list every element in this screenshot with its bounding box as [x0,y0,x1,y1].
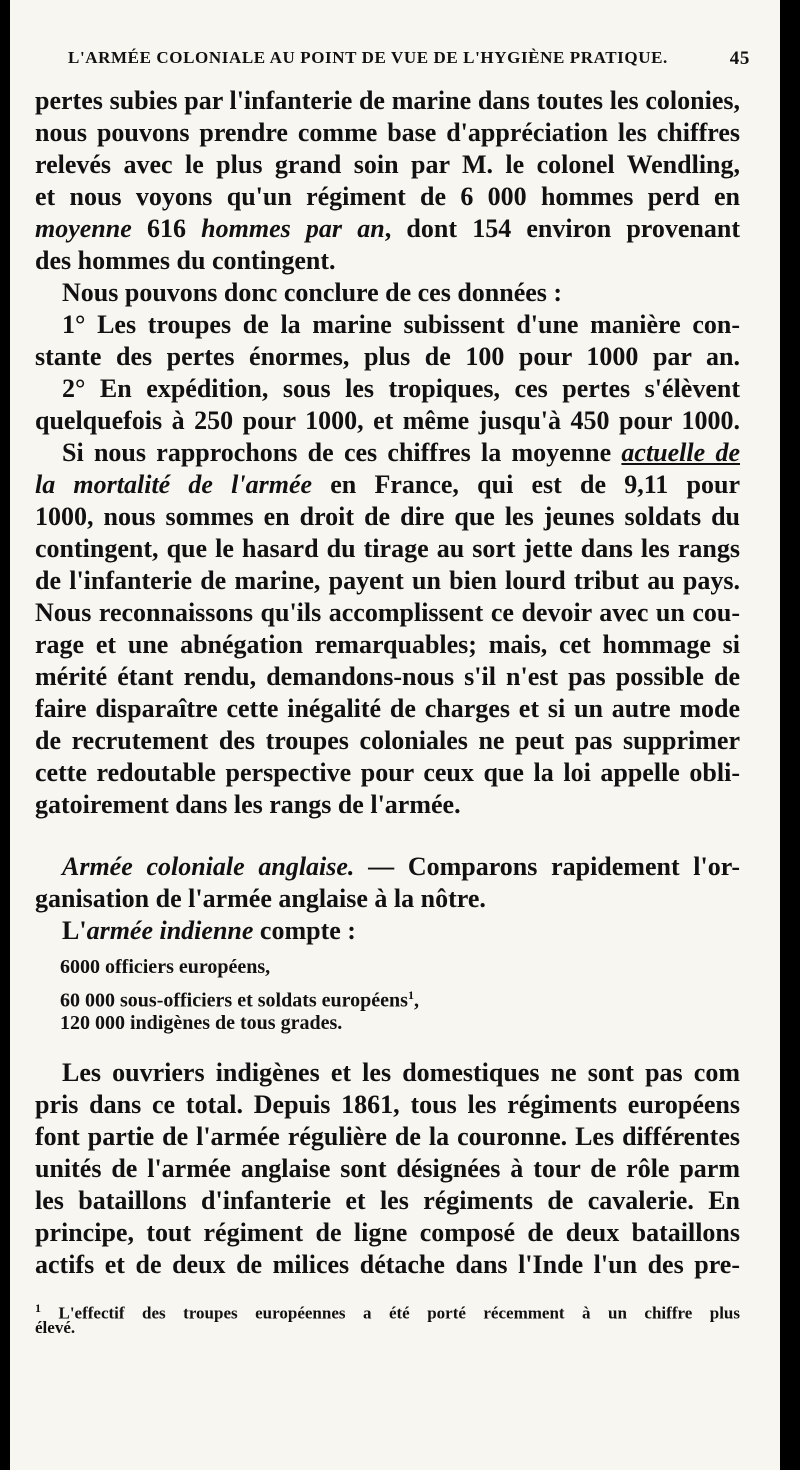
underlined-italic-text: actuelle de [621,438,740,467]
page-number: 45 [729,48,750,69]
text-span: 60 000 sous-officiers et soldats européens [60,989,408,1012]
text-line: 1° Les troupes de la marine subissent d'une manière con- [62,310,740,339]
text-line: Nous reconnaissons qu'ils accomplissent ce devoir avec un cou- [35,598,740,627]
text-line: unités de l'armée anglaise sont désignées à tour de rôle parm [35,1154,740,1183]
text-line [62,916,356,946]
list-item: 6000 officiers européens, [60,956,271,978]
text-line: mérité étant rendu, demandons-nous s'il n'est pas possible de [35,662,740,691]
text-line: rage et une abnégation remarquables; mais, cet hommage si [35,630,740,659]
footnote-mark: 1 [35,1301,41,1315]
section-heading [62,852,740,882]
running-header [68,48,750,68]
running-title: L'ARMÉE COLONIALE AU POINT DE VUE DE L'HYGIÈNE PRATIQUE. [68,48,668,67]
text-line: quelquefois à 250 pour 1000, et même jusqu'à 450 pour 1000. [35,406,740,435]
italic-text: armée indienne [86,916,254,945]
book-page [10,0,780,1470]
text-line: les bataillons d'infanterie et les régiments de cavalerie. En [35,1186,740,1215]
text-line: 2° En expédition, sous les tropiques, ces pertes s'élèvent [62,374,740,403]
list-item: 120 000 indigènes de tous grades. [60,1012,343,1034]
text-line: de recrutement des troupes coloniales ne peut pas supprimer [35,726,740,755]
text-line: principe, tout régiment de ligne composé de deux bataillons [35,1218,740,1247]
text-line: gatoirement dans les rangs de l'armée. [35,790,461,819]
text-line: stante des pertes énormes, plus de 100 pour 1000 par an. [35,342,740,371]
text-span: — Comparons rapidement l'or- [354,852,740,881]
footnote-continuation: élevé. [35,1318,76,1337]
footnote [35,1298,740,1324]
text-line [35,214,740,244]
text-line: relevés avec le plus grand soin par M. le colonel Wendling, [35,150,740,179]
text-line: pertes subies par l'infanterie de marine dans toutes les colonies, [35,86,740,115]
text-line: des hommes du contingent. [35,246,336,275]
text-span: en France, qui est de 9,11 pour [312,470,740,499]
text-line: et nous voyons qu'un régiment de 6 000 hommes perd en [35,182,740,211]
text-line: de l'infanterie de marine, payent un bien lourd tribut au pays. [35,566,740,595]
text-line: Nous pouvons donc conclure de ces données : [62,278,563,307]
text-line: font partie de l'armée régulière de la couronne. Les différentes [35,1122,740,1151]
text-line: actifs et de deux de milices détache dans l'Inde l'un des pre- [35,1250,740,1279]
section-title: Armée coloniale anglaise. [62,852,355,881]
text-span: 616 [131,214,202,243]
text-span: , [413,989,419,1012]
text-line [62,438,740,468]
italic-text: hommes par an [201,214,385,243]
footnote-text: L'effectif des troupes européennes a été porté récemment à un chiffre plus [58,1303,741,1323]
italic-text: moyenne [35,214,132,243]
italic-text: la mortalité de l'armée [35,470,313,499]
text-line: pris dans ce total. Depuis 1861, tous les régiments européens [35,1090,740,1119]
text-line: contingent, que le hasard du tirage au sort jette dans les rangs [35,534,740,563]
text-line: nous pouvons prendre comme base d'appréciation les chiffres [35,118,740,147]
text-line: faire disparaître cette inégalité de charges et si un autre mode [35,694,740,723]
text-line: 1000, nous sommes en droit de dire que les jeunes soldats du [35,502,740,531]
text-span: , dont 154 environ provenant [384,214,740,243]
text-line: Les ouvriers indigènes et les domestiques ne sont pas com [62,1058,740,1087]
text-span: L' [62,916,87,945]
text-span: compte : [253,916,356,945]
list-item [60,982,419,1014]
text-line: ganisation de l'armée anglaise à la nôtre. [35,884,486,913]
text-line: cette redoutable perspective pour ceux que la loi appelle obli- [35,758,740,787]
footnote-mark: 1 [407,988,414,1002]
text-span: Si nous rapprochons de ces chiffres la moyenne [62,438,622,467]
text-line [35,470,740,500]
